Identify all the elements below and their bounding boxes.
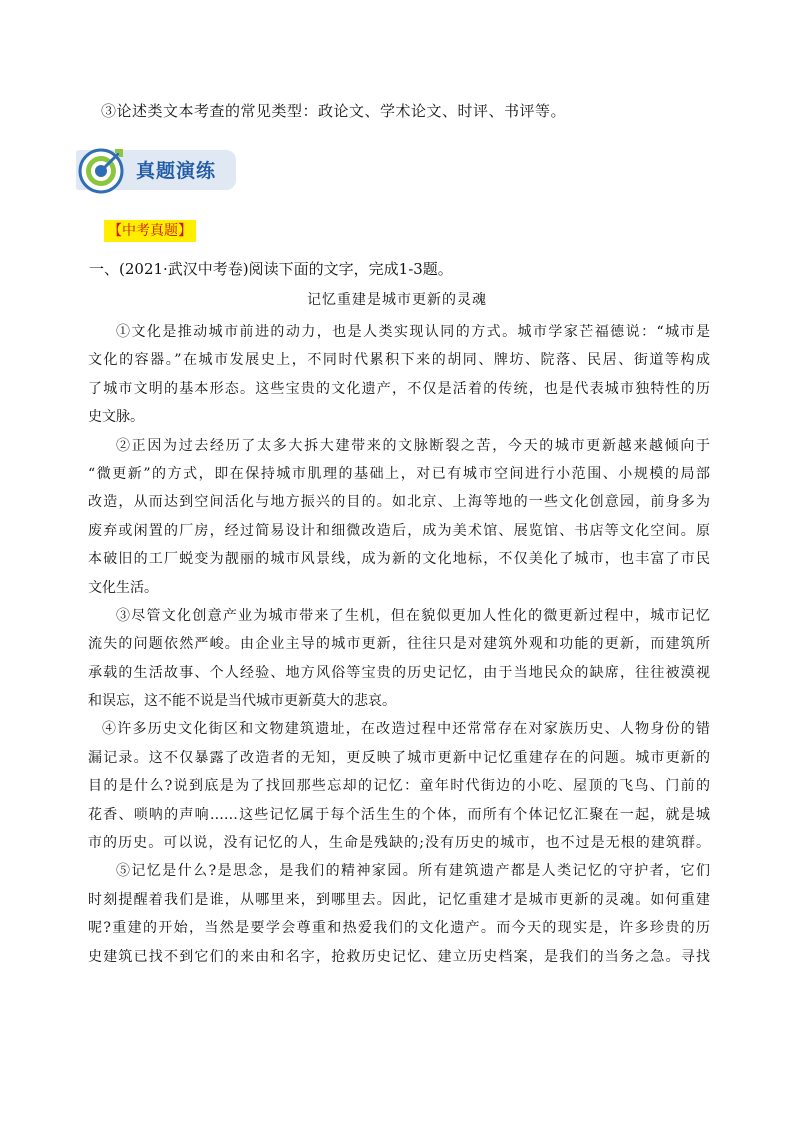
target-icon — [78, 146, 126, 194]
text-line: ④许多历史文化街区和文物建筑遗址，在改造过程中还常常存在对家族历史、人物身份的错 — [102, 721, 710, 738]
text-line: 承载的生活故事、个人经验、地方风俗等宝贵的历史记忆，由于当地民众的缺席，往往被漠视 — [88, 664, 710, 681]
text-line: 时刻提醒着我们是谁，从哪里来，到哪里去。因此，记忆重建才是城市更新的灵魂。如何重建 — [88, 891, 710, 908]
text-line: 文化的容器。”在城市发展史上，不同时代累积下来的胡同、牌坊、院落、民居、街道等构成 — [88, 352, 710, 369]
text-line: 目的是什么?说到底是为了找回那些忘却的记忆：童年时代街边的小吃、屋顶的飞鸟、门前的 — [88, 778, 710, 795]
text-line: 改造，从而达到空间活化与地方振兴的目的。如北京、上海等地的一些文化创意园，前身多为 — [88, 494, 710, 511]
text-line: ①文化是推动城市前进的动力，也是人类实现认同的方式。城市学家芒福德说：“城市是 — [116, 324, 710, 340]
text-line: 市的历史。可以说，没有记忆的人，生命是残缺的;没有历史的城市，也不过是无根的建筑群。 — [88, 835, 710, 852]
text-line: 废弃或闲置的厂房，经过简易设计和细微改造后，成为美术馆、展览馆、书店等文化空间。原 — [88, 522, 710, 539]
text-line: 史文脉。 — [88, 409, 144, 426]
text-line: ⑤记忆是什么?是思念，是我们的精神家园。所有建筑遗产都是人类记忆的守护者，它们 — [116, 863, 710, 880]
text-line: 流失的问题依然严峻。由企业主导的城市更新，往往只是对建筑外观和功能的更新，而建筑所 — [88, 636, 710, 653]
question-prompt: 一、(2021·武汉中考卷)阅读下面的文字，完成1-3题。 — [89, 260, 453, 278]
text-line: ②正因为过去经历了太多大拆大建带来的文脉断裂之苦，今天的城市更新越来越倾向于 — [116, 437, 710, 454]
text-line: ③尽管文化创意产业为城市带来了生机，但在貌似更加人性化的微更新过程中，城市记忆 — [116, 607, 710, 624]
text-line: 本破旧的工厂蜕变为靓丽的城市风景线，成为新的文化地标，不仅美化了城市，也丰富了市民 — [88, 551, 710, 568]
text-line: 了城市文明的基本形态。这些宝贵的文化遗产，不仅是活着的传统，也是代表城市独特性的历 — [88, 380, 710, 397]
section-banner — [76, 146, 244, 192]
paragraph-3 — [88, 602, 710, 716]
paragraph-4 — [88, 715, 710, 857]
text-line: 漏记录。这不仅暴露了改造者的无知，更反映了城市更新中记忆重建存在的问题。城市更新的 — [88, 749, 710, 766]
text-line: 呢?重建的开始，当然是要学会尊重和热爱我们的文化遗产。而今天的现实是，许多珍贵的历 — [88, 920, 710, 937]
paragraph-1 — [88, 318, 710, 432]
text-line: 花香、唢呐的声响……这些记忆属于每个活生生的个体，而所有个体记忆汇聚在一起，就是城 — [88, 806, 710, 823]
article-body — [88, 318, 710, 971]
text-line: 史建筑已找不到它们的来由和名字，抢救历史记忆、建立历史档案，是我们的当务之急。寻找 — [88, 948, 710, 965]
exam-tag: 【中考真题】 — [104, 220, 196, 242]
paragraph-5 — [88, 857, 710, 971]
intro-text: ③论述类文本考查的常见类型：政论文、学术论文、时评、书评等。 — [101, 102, 567, 120]
article-title: 记忆重建是城市更新的灵魂 — [307, 292, 487, 308]
section-title: 真题演练 — [136, 160, 217, 182]
text-line: 文化生活。 — [88, 579, 158, 596]
paragraph-2 — [88, 432, 710, 602]
text-line: “微更新”的方式，即在保持城市肌理的基础上，对已有城市空间进行小范围、小规模的局部 — [88, 465, 710, 482]
text-line: 和误忘，这不能不说是当代城市更新莫大的悲哀。 — [88, 693, 396, 710]
